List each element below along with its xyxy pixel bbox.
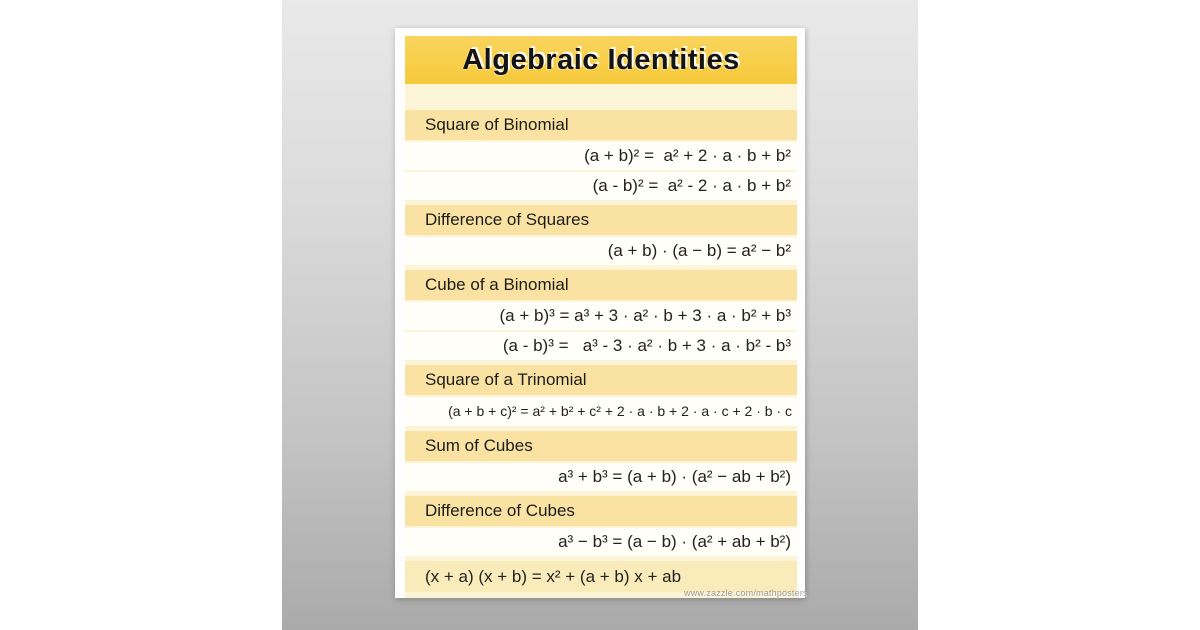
- section-title: Cube of a Binomial: [405, 270, 797, 300]
- section-square-of-binomial: [405, 110, 797, 200]
- section-title: Square of Binomial: [405, 110, 797, 140]
- formula-square-binomial-minus: (a - b)² = a² - 2 · a · b + b²: [405, 172, 797, 200]
- formula-cube-binomial-plus: (a + b)³ = a³ + 3 · a² · b + 3 · a · b² + b³: [405, 302, 797, 330]
- formula-product-of-binomials: (x + a) (x + b) = x² + (a + b) x + ab: [405, 561, 797, 592]
- formula-sum-of-cubes: a³ + b³ = (a + b) · (a² − ab + b²): [405, 463, 797, 491]
- section-cube-of-binomial: [405, 270, 797, 360]
- poster-content: [405, 36, 797, 598]
- formula-square-binomial-plus: (a + b)² = a² + 2 · a · b + b²: [405, 142, 797, 170]
- algebra-poster: [395, 28, 805, 598]
- section-title: Square of a Trinomial: [405, 365, 797, 395]
- section-title: Difference of Cubes: [405, 496, 797, 526]
- section-title: Sum of Cubes: [405, 431, 797, 461]
- formula-difference-of-cubes: a³ − b³ = (a − b) · (a² + ab + b²): [405, 528, 797, 556]
- section-title: Difference of Squares: [405, 205, 797, 235]
- section-difference-of-cubes: [405, 496, 797, 556]
- zazzle-watermark: www.zazzle.com/mathposters: [684, 588, 808, 598]
- section-difference-of-squares: [405, 205, 797, 265]
- poster-title-band: [405, 36, 797, 84]
- formula-cube-binomial-minus: (a - b)³ = a³ - 3 · a² · b + 3 · a · b² - b³: [405, 332, 797, 360]
- poster-title: Algebraic Identities: [462, 43, 740, 76]
- formula-square-trinomial: (a + b + c)² = a² + b² + c² + 2 · a · b + 2 · a · c + 2 · b · c: [405, 397, 797, 426]
- formula-difference-of-squares: (a + b) · (a − b) = a² − b²: [405, 237, 797, 265]
- section-square-of-trinomial: [405, 365, 797, 426]
- section-sum-of-cubes: [405, 431, 797, 491]
